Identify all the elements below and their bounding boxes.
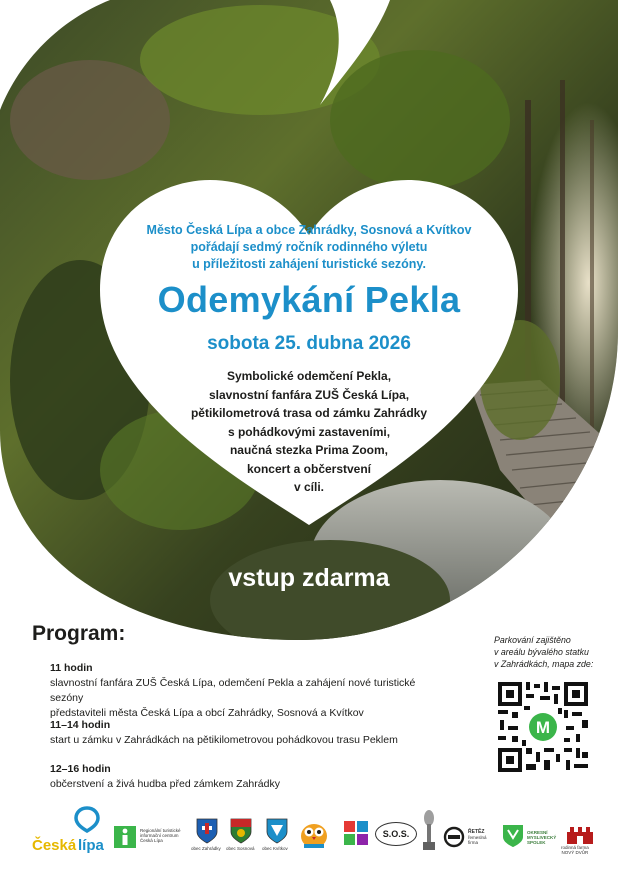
kvitkov-caption: obec Kvítkov: [262, 846, 288, 851]
description-line-2: slavnostní fanfára ZUŠ Česká Lípa,: [208, 387, 410, 402]
hunting-line-1: OKRESNÍ: [527, 830, 548, 835]
award-statue-icon: [420, 808, 438, 852]
owl-icon: [298, 818, 330, 850]
info-icon: [114, 826, 136, 848]
program-hour: 11–14 hodin: [50, 719, 111, 731]
farm-caption: [561, 845, 589, 855]
intro-line-3: u příležitosti zahájení turistické sezóny.: [192, 257, 426, 271]
zahradky-caption: obec Zahrádky: [191, 846, 221, 851]
description-line-6: koncert a občerstvení: [246, 461, 372, 476]
chain-line-2: řemeslná: [468, 835, 487, 840]
intro-line-2: pořádají sedmý ročník rodinného výletu: [190, 240, 428, 254]
parking-line-3: v Zahrádkách, mapa zde:: [494, 659, 594, 669]
map-qr-code[interactable]: [496, 680, 590, 774]
hunting-association-caption: [527, 830, 556, 845]
program-hour: 11 hodin: [50, 662, 93, 674]
info-center-caption: [140, 828, 181, 843]
program-heading: Program:: [32, 622, 126, 645]
puzzle-logo-icon: [343, 820, 369, 848]
event-title: Odemykání Pekla: [157, 279, 461, 320]
hunting-association-icon: [502, 824, 524, 848]
hunting-line-2: MYSLIVECKÝ: [527, 835, 557, 840]
parking-line-1: Parkování zajištěno: [494, 635, 571, 645]
program-item: [50, 718, 450, 748]
info-center-line-3: Česká Lípa: [140, 838, 163, 843]
chain-line-1: ŘETĚZ: [468, 829, 485, 835]
event-date: sobota 25. dubna 2026: [207, 333, 411, 354]
program-text: občerstvení a živá hudba před zámkem Zahrádky: [50, 778, 280, 790]
description-line-5: naučná stezka Prima Zoom,: [229, 443, 389, 457]
sosnova-crest-icon: [230, 818, 252, 844]
program-hour: 12–16 hodin: [50, 763, 111, 775]
sos-logo: S.O.S.: [375, 822, 417, 846]
description-line-4: s pohádkovými zastaveními,: [227, 424, 391, 439]
chain-caption: [468, 830, 487, 845]
intro-text: [120, 222, 498, 273]
ceska-lipa-word-2: lípa: [78, 837, 104, 854]
description-line-1: Symbolické odemčení Pekla,: [226, 369, 392, 383]
program-item: [50, 762, 450, 792]
chain-logo-icon: [443, 826, 465, 848]
partner-logos: [0, 800, 618, 860]
zahradky-crest-icon: [196, 818, 218, 844]
program-text: představiteli města Česká Lípa a obcí Zahrádky, Sosnová a Kvítkov: [50, 707, 364, 719]
event-description: [150, 367, 468, 497]
description-line-7: v cíli.: [293, 480, 325, 494]
info-center-line-2: informační centrum: [140, 833, 179, 838]
kvitkov-crest-icon: [266, 818, 288, 844]
intro-line-1: Město Česká Lípa a obce Zahrádky, Sosnová a Kvítkov: [146, 223, 472, 237]
parking-line-2: v areálu bývalého statku: [494, 647, 589, 657]
farm-line-1: rodinná farma: [561, 845, 589, 850]
parking-note: [494, 634, 604, 670]
program-text: slavnostní fanfára ZUŠ Česká Lípa, odemčení Pekla a zahájení nové turistické sezóny: [50, 677, 416, 704]
chain-line-3: firma: [468, 840, 478, 845]
program-text: start u zámku v Zahrádkách na pětikilometrovou pohádkovou trasu Peklem: [50, 734, 398, 746]
ceska-lipa-word-1: Česká: [32, 837, 77, 854]
hunting-line-3: SPOLEK: [527, 840, 546, 845]
sosnova-caption: obec Sosnová: [226, 846, 255, 851]
program-item: [50, 661, 450, 721]
info-center-line-1: Regionální turistické: [140, 828, 181, 833]
free-entry-label: vstup zdarma: [228, 564, 390, 592]
ceska-lipa-logo: [32, 804, 106, 854]
qr-center-letter: M: [535, 718, 551, 737]
farm-logo-icon: [566, 826, 594, 844]
farm-line-2: NOVÝ DVŮR: [561, 850, 589, 855]
description-line-3: pětikilometrová trasa od zámku Zahrádky: [190, 406, 428, 420]
